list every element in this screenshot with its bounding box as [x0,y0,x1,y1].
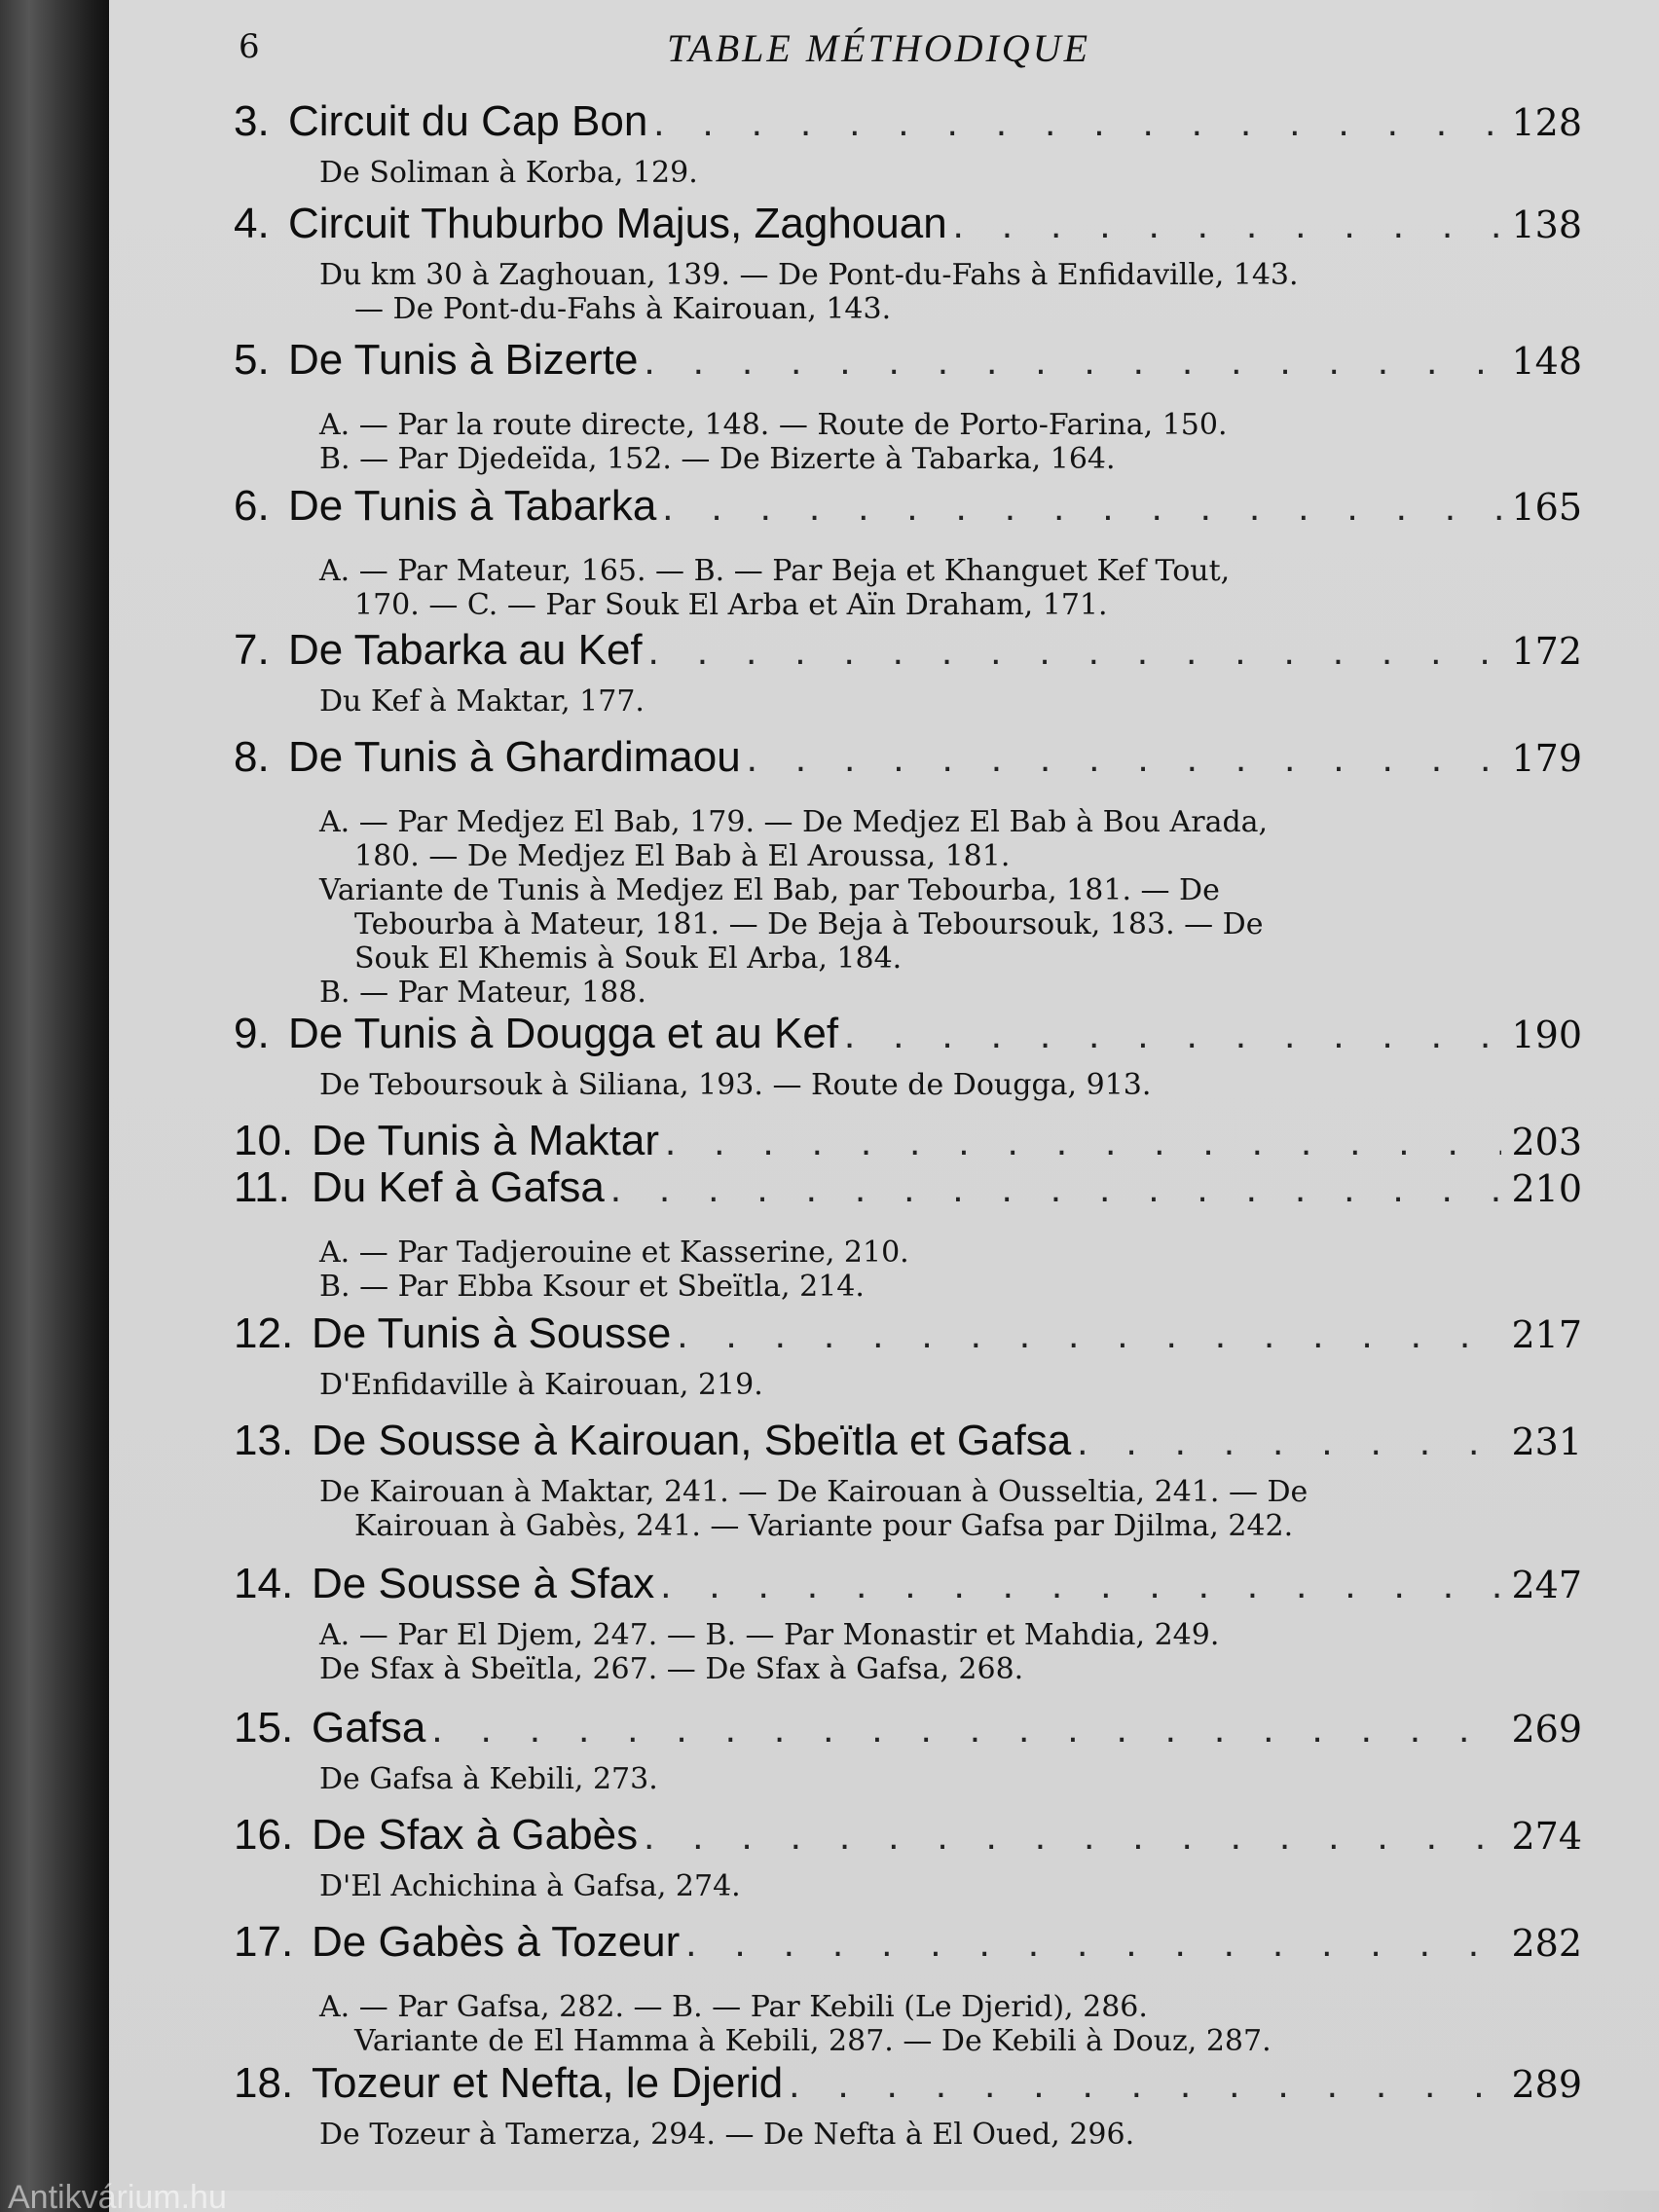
toc-entry[interactable] [234,1417,1582,1543]
subroute-line: Du Kef à Maktar, 177. [319,684,645,719]
entry-title: De Tunis à Sousse [312,1309,672,1357]
entry-number: 8. [234,733,270,781]
toc-entry[interactable] [234,626,1582,719]
entry-subroutes [319,1869,1468,1903]
entry-subroutes [319,408,1468,476]
subroute-line: A. — Par Medjez El Bab, 179. — De Medjez El Bab à Bou Arada, [319,805,1269,839]
subroute-line: Souk El Khemis à Souk El Arba, 184. [354,941,903,976]
entry-number: 15. [234,1704,294,1751]
subroute-line: B. — Par Djedeïda, 152. — De Bizerte à Tabarka, 164. [319,442,1116,476]
toc-entry[interactable] [234,1704,1582,1796]
page-number: 6 [239,27,260,66]
toc-entry[interactable] [234,2059,1582,2152]
entry-page: 247 [1511,1564,1582,1606]
entry-title: De Tabarka au Kef [288,626,643,674]
toc-entry[interactable] [234,1560,1582,1686]
entry-title: Du Kef à Gafsa [312,1163,605,1211]
entry-number: 16. [234,1811,294,1859]
entry-subroutes [319,805,1468,1010]
entry-page: 282 [1511,1922,1582,1965]
subroute-line: — De Pont-du-Fahs à Kairouan, 143. [354,292,892,326]
toc-entry[interactable] [234,733,1582,1010]
dot-leader [653,101,1501,145]
entry-subroutes [319,1475,1468,1543]
subroute-line: D'Enfidaville à Kairouan, 219. [319,1368,763,1402]
entry-subroutes [319,684,1468,719]
toc-entry[interactable] [234,1811,1582,1903]
entry-title: Tozeur et Nefta, le Djerid [312,2059,784,2107]
entry-number: 12. [234,1309,294,1357]
entry-subroutes [319,1068,1468,1102]
entry-subroutes [319,1368,1468,1402]
entry-page: 165 [1511,486,1582,529]
subroute-line: Tebourba à Mateur, 181. — De Beja à Teboursouk, 183. — De [354,907,1264,941]
toc-entry[interactable] [234,1918,1582,2058]
toc-entry[interactable] [234,1010,1582,1102]
dot-leader [789,2063,1501,2107]
dot-leader [844,1014,1501,1057]
watermark: Antikvárium.hu [8,2183,227,2212]
entry-number: 17. [234,1918,294,1966]
entry-title: De Tunis à Ghardimaou [288,733,741,781]
entry-number: 4. [234,200,270,247]
entry-number: 6. [234,482,270,530]
subroute-line: De Sfax à Sbeïtla, 267. — De Sfax à Gafsa, 268. [319,1652,1024,1686]
entry-page: 190 [1511,1014,1582,1056]
entry-page: 172 [1511,630,1582,673]
entry-page: 274 [1511,1815,1582,1858]
dot-leader [644,1815,1501,1859]
entry-title: Circuit du Cap Bon [288,97,648,145]
entry-page: 289 [1511,2063,1582,2106]
subroute-line: Variante de El Hamma à Kebili, 287. — De Kebili à Douz, 287. [354,2024,1272,2058]
entry-number: 5. [234,336,270,384]
entry-title: Gafsa [312,1704,426,1751]
toc-entry[interactable] [234,482,1582,622]
entry-subroutes [319,554,1468,622]
subroute-line: A. — Par la route directe, 148. — Route de Porto-Farina, 150. [319,408,1228,442]
entry-title: Circuit Thuburbo Majus, Zaghouan [288,200,947,247]
entry-title: De Gabès à Tozeur [312,1918,681,1966]
entry-page: 148 [1511,340,1582,383]
entry-page: 217 [1511,1313,1582,1356]
subroute-line: B. — Par Ebba Ksour et Sbeïtla, 214. [319,1270,865,1304]
dot-leader [610,1167,1502,1211]
subroute-line: De Kairouan à Maktar, 241. — De Kairouan à Ousseltia, 241. — De [319,1475,1309,1509]
subroute-line: A. — Par Gafsa, 282. — B. — Par Kebili (Le Djerid), 286. [319,1990,1148,2024]
entry-subroutes [319,2118,1468,2152]
toc-entry[interactable] [234,200,1582,326]
entry-title: De Sfax à Gabès [312,1811,639,1859]
subroute-line: A. — Par Tadjerouine et Kasserine, 210. [319,1235,909,1270]
entry-title: De Tunis à Bizerte [288,336,639,384]
subroute-line: De Tozeur à Tamerza, 294. — De Nefta à El Oued, 296. [319,2118,1135,2152]
dot-leader [953,203,1502,247]
entry-subroutes [319,1990,1468,2058]
entry-title: De Tunis à Dougga et au Kef [288,1010,839,1057]
toc-entry[interactable] [234,1309,1582,1402]
entry-subroutes [319,1762,1468,1796]
subroute-line: D'El Achichina à Gafsa, 274. [319,1869,741,1903]
dot-leader [665,1121,1501,1164]
subroute-line: De Teboursouk à Siliana, 193. — Route de Dougga, 913. [319,1068,1152,1102]
dot-leader [1077,1420,1501,1464]
running-title: TABLE MÉTHODIQUE [667,26,1091,70]
toc-entry[interactable] [234,97,1582,190]
page-header [239,21,1582,80]
subroute-line: 170. — C. — Par Souk El Arba et Aïn Draham, 171. [354,588,1108,622]
entry-number: 14. [234,1560,294,1607]
entry-number: 3. [234,97,270,145]
entry-page: 203 [1511,1121,1582,1163]
entry-subroutes [319,156,1468,190]
dot-leader [431,1708,1501,1751]
entry-page: 231 [1511,1420,1582,1463]
entry-subroutes [319,1618,1468,1686]
subroute-line: De Gafsa à Kebili, 273. [319,1762,658,1796]
dot-leader [677,1313,1501,1357]
toc-entry[interactable] [234,1163,1582,1304]
entry-page: 269 [1511,1708,1582,1751]
entry-subroutes [319,258,1468,326]
entry-number: 10. [234,1117,294,1164]
entry-number: 18. [234,2059,294,2107]
subroute-line: De Soliman à Korba, 129. [319,156,698,190]
dot-leader [660,1564,1501,1607]
dot-leader [648,630,1502,674]
entry-page: 179 [1511,737,1582,780]
entry-title: De Tunis à Tabarka [288,482,657,530]
entry-page: 138 [1511,203,1582,246]
entry-page: 128 [1511,101,1582,144]
entry-page: 210 [1511,1167,1582,1210]
entry-number: 7. [234,626,270,674]
subroute-line: B. — Par Mateur, 188. [319,976,646,1010]
dot-leader [645,340,1502,384]
entry-number: 13. [234,1417,294,1464]
entry-number: 9. [234,1010,270,1057]
dot-leader [662,486,1501,530]
subroute-line: 180. — De Medjez El Bab à El Aroussa, 181. [354,839,1011,873]
book-spine-edge [0,0,109,2212]
subroute-line: Kairouan à Gabès, 241. — Variante pour Gafsa par Djilma, 242. [354,1509,1294,1543]
toc-entry[interactable] [234,336,1582,476]
entry-number: 11. [234,1163,290,1211]
subroute-line: A. — Par Mateur, 165. — B. — Par Beja et Khanguet Kef Tout, [319,554,1231,588]
dot-leader [685,1922,1501,1966]
subroute-line: Variante de Tunis à Medjez El Bab, par Tebourba, 181. — De [319,873,1220,907]
subroute-line: A. — Par El Djem, 247. — B. — Par Monastir et Mahdia, 249. [319,1618,1220,1652]
entry-title: De Sousse à Sfax [312,1560,655,1607]
subroute-line: Du km 30 à Zaghouan, 139. — De Pont-du-Fahs à Enfidaville, 143. [319,258,1299,292]
entry-subroutes [319,1235,1468,1304]
entry-title: De Tunis à Maktar [312,1117,660,1164]
entry-title: De Sousse à Kairouan, Sbeïtla et Gafsa [312,1417,1072,1464]
dot-leader [747,737,1502,781]
